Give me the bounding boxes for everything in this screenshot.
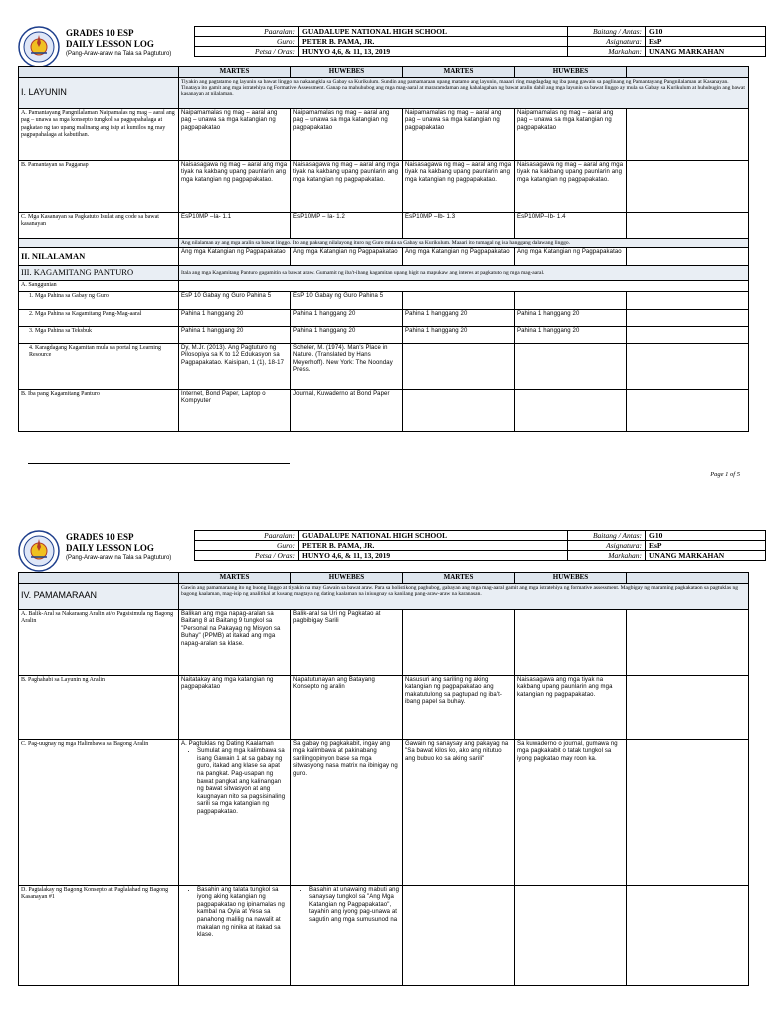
kagamitan-description: Itala ang mga Kagamitang Panturo gagamitin sa bawat araw. Gumamit ng iba't-ibang kagamitan upang higit na mapukaw ang interes at pagkatuto ng mga mag-aaral.	[179, 266, 749, 281]
table-cell: Pahina 1 hanggang 20	[515, 326, 627, 343]
page-number: Page 1 of 5	[710, 471, 740, 478]
paaralan-label: Paaralan:	[195, 531, 299, 541]
table-cell: Naisasagawa ng mag – aaral ang mga tiyak na kakbang upang paunlarin ang mga katangian ng pagpapakatao.	[179, 160, 291, 212]
table-cell: Napatutunayan ang Batayang Konsepto ng aralin	[291, 675, 403, 739]
guro-label: Guro:	[195, 37, 299, 47]
table-cell: EsP 10 Gabay ng Guro Pahina 5	[291, 291, 403, 309]
paaralan-value: GUADALUPE NATIONAL HIGH SCHOOL	[299, 27, 568, 37]
deped-seal-icon	[18, 530, 60, 572]
title-dll: DAILY LESSON LOG	[66, 543, 154, 553]
table-cell: Balik-aral sa Uri ng Pagkatao at pagbibigay Sarili	[291, 609, 403, 675]
layunin-description: Tiyakin ang pagtatamo ng layunin sa bawat linggo na nakaangkla sa Gabay sa Kurikulum. Sundin ang pamamaraan upang matamo ang layunin, maaari ring magdagdag ng iba pang gawain sa paglinang ng Pamantayang Pangnilalaman at Kasanayan. Tinataya ito gamit ang mga istratehiya ng Formative Assessment. Ganap na mahuhubog ang mga mag-aaral at mararamdaman ang kahalagahan ng bawat aralin dahil ang mga layunin sa bawat linggo ay mula sa Gabay sa Kurikulum at huhubugin ang bawat kasanayan at nilalaman.	[179, 77, 749, 108]
guro-value: PETER B. PAMA, JR.	[299, 541, 568, 551]
table-row	[19, 675, 749, 739]
bullet-list	[181, 887, 288, 940]
row-label: 2. Mga Pahina sa Kagamitang Pang-Mag-aaral	[19, 309, 179, 326]
table-cell	[291, 885, 403, 985]
table-cell: EsP10MP –Ia- 1.1	[179, 212, 291, 238]
kagamitan-title: III. KAGAMITANG PANTURO	[19, 266, 179, 281]
row-label: D. Pagtalakay ng Bagong Konsepto at Paglalahad ng Bagong Kasanayan #1	[19, 885, 179, 985]
meta-table	[194, 530, 766, 561]
title-grade: GRADES 10 ESP	[66, 532, 134, 542]
title-subtitle: (Pang-Araw-araw na Tala sa Pagtuturo)	[66, 555, 172, 561]
baitang-label: Baitang / Antas:	[568, 27, 646, 37]
table-cell: Ang mga Katangian ng Pagpapakatao	[515, 248, 627, 266]
list-item: • Basahin ang talata tungkol sa iyong aking katangian ng pagpapakatao ng ipinamalas ng kambal na Oyia at Yesa sa panahong malilig na nawalit at makalan ng ninika at itakad sa klase.	[197, 887, 288, 940]
table-cell: Pahina 1 hanggang 20	[291, 326, 403, 343]
day-header: MARTES	[179, 67, 291, 78]
pamamaraan-title: IV. PAMAMARAAN	[19, 583, 179, 609]
nilalaman-title: II. NILALAMAN	[19, 248, 179, 266]
table-row	[19, 885, 749, 985]
table-cell: Balikan ang mga napag-aralan sa Baitang 8 at Baitang 9 tungkol sa "Personal na Pakayag ng Misyon sa Buhay" (PPMB) at itakad ang mga napag-aralan sa klase.	[179, 609, 291, 675]
row-label: B. Pamantayan sa Pagganap	[19, 160, 179, 212]
table-cell	[515, 609, 627, 675]
day-header: MARTES	[403, 67, 515, 78]
row-label: A. Pamantayang Pangnilalaman Naipamalas ng mag – aaral ang pag – unawa sa mga konsepto tungkol sa pagpapahalaga at pagkatao ng tao upang malinang ang isip at kumilos ng may pagpapahalaga at kabutihan.	[19, 108, 179, 160]
petsa-value: HUNYO 4,6, & 11, 13, 2019	[299, 47, 568, 57]
table-cell: Scheler, M. (1974). Man's Place in Nature. (Translated by Hans Meyerhoff). New York: The Noonday Press.	[291, 343, 403, 389]
blank-header	[19, 573, 179, 584]
title-subtitle: (Pang-Araw-araw na Tala sa Pagtuturo)	[66, 51, 172, 57]
asignatura-value: EsP	[646, 37, 766, 47]
asignatura-label: Asignatura:	[568, 541, 646, 551]
row-label: C. Mga Kasanayan sa Pagkatuto Isulat ang code sa bawat kasanayan	[19, 212, 179, 238]
petsa-value: HUNYO 4,6, & 11, 13, 2019	[299, 551, 568, 561]
baitang-value: G10	[646, 27, 766, 37]
list-item: • Basahin at unawaing mabuti ang sanaysay tungkol sa "Ang Mga Katangian ng Pagpapakatao", tayahin ang iyong pag-unawa at sagutin ang mga sumusunod na	[309, 887, 400, 925]
table-cell	[627, 739, 749, 885]
table-cell: Pahina 1 hanggang 20	[179, 309, 291, 326]
blank-header	[627, 573, 749, 584]
table-cell: Naisasagawa ng mag – aaral ang mga tiyak na kakbang upang paunlarin ang mga katangian ng pagpapakatao.	[515, 160, 627, 212]
row-label: C. Pag-uugnay ng mga Halimbawa sa Bagong Aralin	[19, 739, 179, 885]
table-cell: Naipamamalas ng mag – aaral ang pag – unawa sa mga katangian ng pagpapakatao	[403, 108, 515, 160]
title-dll: DAILY LESSON LOG	[66, 39, 154, 49]
list-item: • Sumulat ang mga kalimbawa sa isang Gawain 1 at sa gabay ng guro, itakad ang klase sa apat na pangkat. Pag-usapan ng bawat pangkat ang kalinangan ng bawat sitwasyon at ang kaugnayan nito sa pagsisinaling sarili sa mga katangian ng pagpapakatao.	[197, 748, 288, 816]
baitang-label: Baitang / Antas:	[568, 531, 646, 541]
guro-label: Guro:	[195, 541, 299, 551]
pamamaraan-description: Gawin ang pamamaraang ito ng buong linggo at tiyakin na may Gawain sa bawat araw. Para sa holistikong paghubog, gabayan ang mga mag-aaral gamit ang mga istratehiya ng formative assessment. Magbigay ng maraming pagkakataon sa pagtuklas ng bagong kaalaman, mag-isip ng analitikal at kusang magtaya ng dating kaalaman na iniuugnay sa kanilang pang-araw-araw na karanasan.	[179, 583, 749, 609]
day-header: MARTES	[179, 573, 291, 584]
table-cell: Gawain ng sanaysay ang pakayag na "Sa bawat kilos ko, ako ang nitutuo ang bubuo ko sa aking sarili"	[403, 739, 515, 885]
pamamaraan-section-row	[19, 583, 749, 609]
table-cell: Naitatakay ang mga katangian ng pagpapakatao	[179, 675, 291, 739]
asignatura-value: EsP	[646, 541, 766, 551]
table-cell: Naisasagawa ng mag – aaral ang mga tiyak na kakbang upang paunlarin ang mga katangian ng pagpapakatao.	[291, 160, 403, 212]
table-cell: Ang mga Katangian ng Pagpapakatao	[179, 248, 291, 266]
layunin-title: I. LAYUNIN	[19, 77, 179, 108]
table-cell: Pahina 1 hanggang 20	[515, 309, 627, 326]
row-label: B. Iba pang Kagamitang Panturo	[19, 389, 179, 431]
paaralan-value: GUADALUPE NATIONAL HIGH SCHOOL	[299, 531, 568, 541]
table-cell: Pahina 1 hanggang 20	[179, 326, 291, 343]
title-grade: GRADES 10 ESP	[66, 28, 134, 38]
day-header: HUWEBES	[291, 573, 403, 584]
table-cell	[515, 885, 627, 985]
table-cell: EsP 10 Gabay ng Guro Pahina 5	[179, 291, 291, 309]
table-cell: Ang mga Katangian ng Pagpapakatao	[291, 248, 403, 266]
bullet-list	[181, 748, 288, 816]
paaralan-label: Paaralan:	[195, 27, 299, 37]
row-label: A. Balik-Aral sa Nakaraang Aralin at/o Pagsisimula ng Bagong Aralin	[19, 609, 179, 675]
lesson-log-titles	[66, 532, 171, 562]
baitang-value: G10	[646, 531, 766, 541]
table-cell: Naipamamalas ng mag – aaral ang pag – unawa sa mga katangian ng pagpapakatao	[179, 108, 291, 160]
petsa-label: Petsa / Oras:	[195, 47, 299, 57]
cell-heading: A. Pagtuklas ng Dating Kaalaman	[181, 740, 274, 747]
day-header: MARTES	[403, 573, 515, 584]
table-cell: Naipamamalas ng mag – aaral ang pag – unawa sa mga katangian ng pagpapakatao	[291, 108, 403, 160]
row-label: 1. Mga Pahina sa Gabay ng Guro	[19, 291, 179, 309]
table-cell: EsP10MP–Ib- 1.4	[515, 212, 627, 238]
table-row	[19, 739, 749, 885]
guro-value: PETER B. PAMA, JR.	[299, 37, 568, 47]
table-cell	[627, 675, 749, 739]
markahan-label: Markahan:	[568, 551, 646, 561]
table-cell	[179, 739, 291, 885]
table-cell: Naisasagawa ang mga tiyak na kakbang upang paunlarin ang mga katangian ng pagpapakatao.	[515, 675, 627, 739]
row-label: B. Paghahabi sa Layunin ng Aralin	[19, 675, 179, 739]
table-cell	[627, 885, 749, 985]
day-header: HUWEBES	[515, 573, 627, 584]
table-cell	[627, 609, 749, 675]
table-cell	[403, 609, 515, 675]
table-row	[19, 609, 749, 675]
table-cell: Ang mga Katangian ng Pagpapakatao	[403, 248, 515, 266]
table-cell: Pahina 1 hanggang 20	[403, 309, 515, 326]
asignatura-label: Asignatura:	[568, 37, 646, 47]
table-cell: Sa kuwaderno o journal, gumawa ng mga pagkakabit o tatak tungkol sa iyong pagkatao may roon ka.	[515, 739, 627, 885]
day-header: HUWEBES	[291, 67, 403, 78]
row-label: 4. Karagdagang Kagamitan mula sa portal ng Learning Resource	[19, 343, 179, 389]
markahan-label: Markahan:	[568, 47, 646, 57]
table-cell: Sa gabay ng pagkakabit, ingay ang mga kalimbawa at pakinabang sarilingopinyon base sa mga sitwasyong nasa matrix na ibinigay ng guro.	[291, 739, 403, 885]
table-cell: Pahina 1 hanggang 20	[291, 309, 403, 326]
bullet-list	[293, 887, 400, 925]
nilalaman-description: Ang nilalaman ay ang mga aralin sa bawat linggo. Ito ang paksang nilalayong ituro ng Guro mula sa Gabay sa Kurikulum. Maaari ito tumagal ng isa hanggang dalawang linggo.	[179, 238, 749, 247]
day-header: HUWEBES	[515, 67, 627, 78]
petsa-label: Petsa / Oras:	[195, 551, 299, 561]
table-cell	[179, 885, 291, 985]
day-header-row	[19, 573, 749, 584]
table-cell: Journal, Kuwaderno at Bond Paper	[291, 389, 403, 431]
markahan-value: UNANG MARKAHAN	[646, 551, 766, 561]
table-cell: Naipamamalas ng mag – aaral ang pag – unawa sa mga katangian ng pagpapakatao	[515, 108, 627, 160]
table-cell: Pahina 1 hanggang 20	[403, 326, 515, 343]
row-label: 3. Mga Pahina sa Teksbuk	[19, 326, 179, 343]
markahan-value: UNANG MARKAHAN	[646, 47, 766, 57]
table-cell: Dy, M.Jr. (2013). Ang Pagtuturo ng Pilosopiya sa K to 12 Edukasyon sa Pagpapakatao. Kaisipan, 1 (1), 18-17	[179, 343, 291, 389]
table-cell: Internet, Bond Paper, Laptop o Kompyuter	[179, 389, 291, 431]
table-cell	[403, 885, 515, 985]
row-label: A. Sanggunian	[19, 281, 179, 292]
table-cell: EsP10MP – Ia- 1.2	[291, 212, 403, 238]
table-cell: Nasusuri ang sariling ng aking katangian ng pagpapakatao ang makatutulong sa pagtupad ng iba't-ibang papel sa buhay.	[403, 675, 515, 739]
table-cell: Naisasagawa ng mag – aaral ang mga tiyak na kakbang upang paunlarin ang mga katangian ng pagpapakatao.	[403, 160, 515, 212]
table-cell: EsP10MP –Ib- 1.3	[403, 212, 515, 238]
lesson-grid-page-2	[18, 572, 749, 986]
